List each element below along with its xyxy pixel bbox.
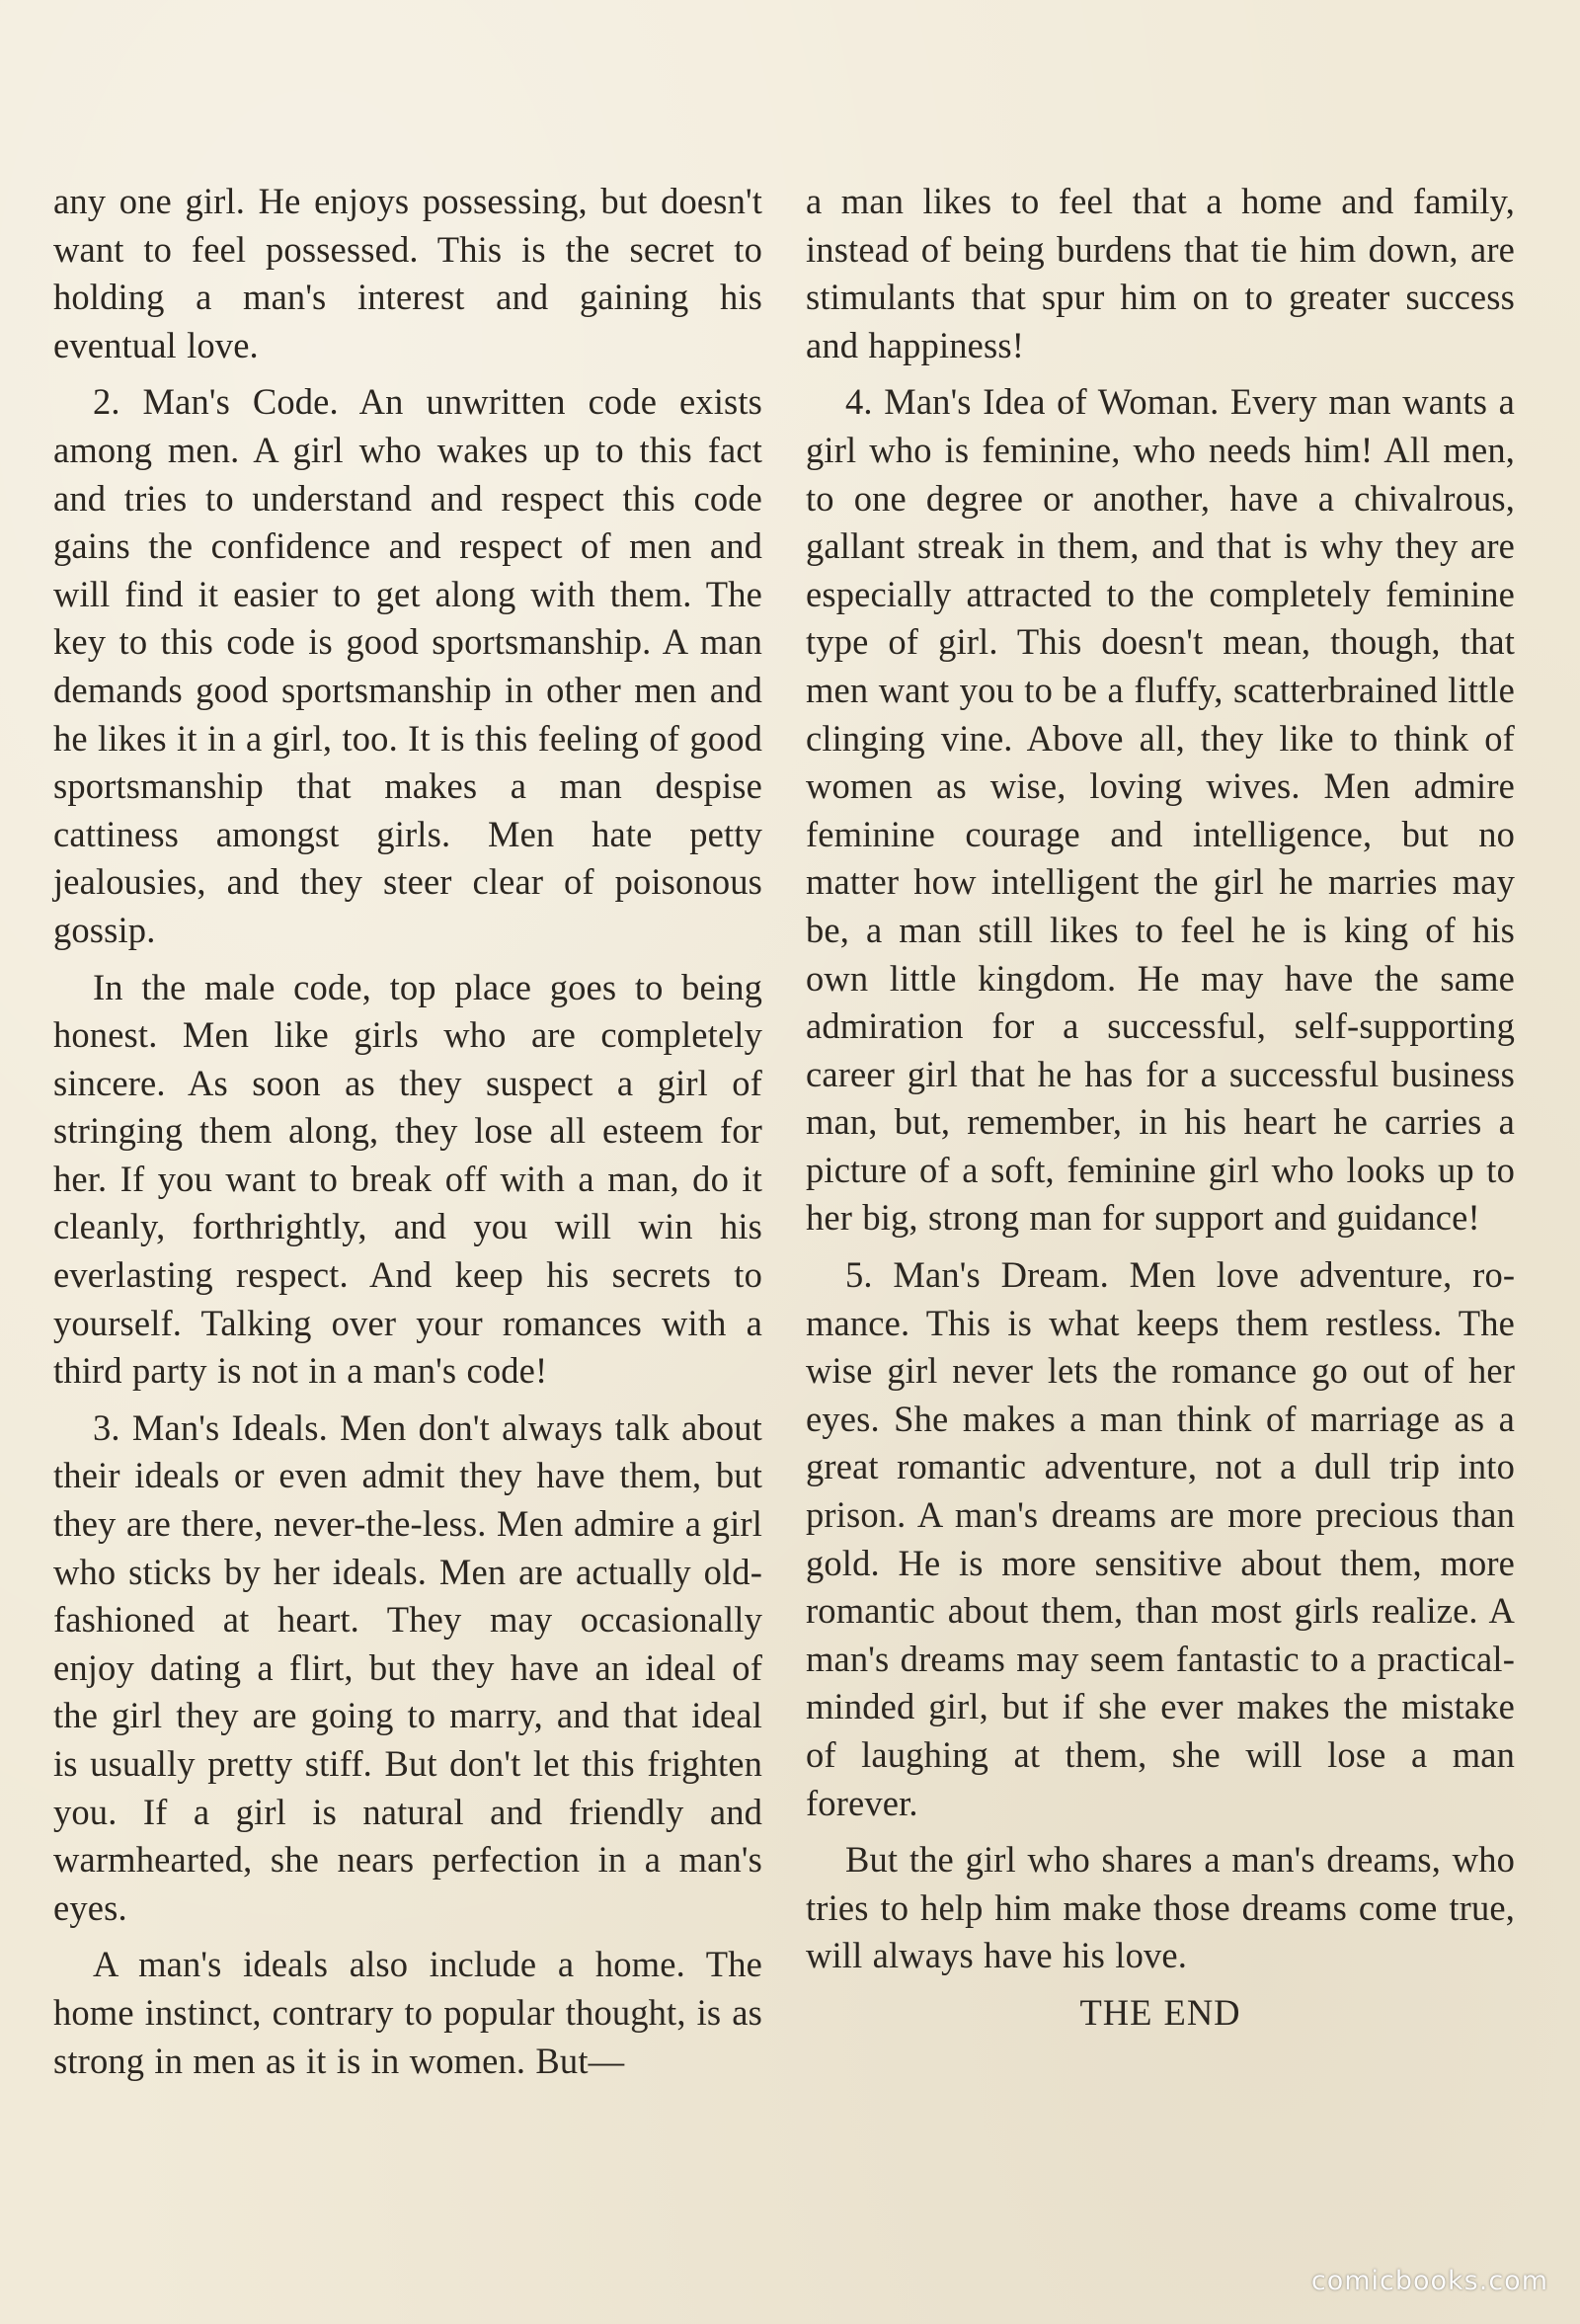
- paragraph: a man likes to feel that a home and family, instead of being burdens that tie him down, are stimulants that spur him on to greater success and happiness!: [806, 181, 1515, 365]
- section-heading: 4. Man's Idea of Woman.: [845, 381, 1220, 423]
- paragraph-mans-idea-of-woman: [806, 378, 1515, 1242]
- section-heading: 2. Man's Code.: [93, 381, 339, 423]
- paragraph: any one girl. He enjoys possessing, but doesn't want to feel possessed. This is the secret to holding a man's interest and gaining his eventual love.: [53, 181, 762, 365]
- paragraph-text: Men love adventure, romance. This is what keeps them restless. The wise girl never lets the romance go out of her eyes. She makes a man think of marriage as a great romantic adventure, not a dull trip into prison. A man's dreams are more precious than gold. He is more sensitive about them, more romantic about them, than most girls realize. A man's dreams may seem fantastic to a practical-minded girl, but if she ever makes the mistake of laughing at them, she will lose a man forever.: [806, 1254, 1515, 1823]
- paragraph-text: Men don't always talk about their ideals or even admit they have them, but they are there, never-the-less. Men admire a girl who sticks by her ideals. Men are actually old-fashioned at heart. They may occasionally enjoy dating a flirt, but they have an ideal of the girl they are going to marry, and that ideal is usually pretty stiff. But don't let this frighten you. If a girl is natural and friendly and warmhearted, she nears perfection in a man's eyes.: [53, 1406, 762, 1928]
- the-end-label: THE END: [1079, 1991, 1241, 2033]
- paragraph-mans-dream: [806, 1251, 1515, 1827]
- left-column: [53, 178, 762, 2212]
- paragraph-mans-ideals: [53, 1404, 762, 1933]
- right-column: [806, 178, 1515, 2212]
- paragraph: In the male code, top place goes to being honest. Men like girls who are completely sincere. As soon as they suspect a girl of stringing them along, they lose all esteem for her. If you want to break off with a man, do it cleanly, forthrightly, and you will win his everlasting respect. And keep his secrets to yourself. Talking over your romances with a third party is not in a man's code!: [53, 966, 762, 1392]
- section-heading: 5. Man's Dream.: [845, 1254, 1109, 1296]
- paragraph: A man's ideals also include a home. The home instinct, contrary to popular thought, is as strong in men as it is in women. But—: [53, 1944, 762, 2081]
- watermark: comicbooks.com: [1310, 2266, 1548, 2296]
- paragraph-mans-code: [53, 378, 762, 954]
- paragraph-text: Every man wants a girl who is feminine, who needs him! All men, to one degree or another, have a chivalrous, gallant streak in them, and that is why they are especially attracted to the completely feminine type of girl. This doesn't mean, though, that men want you to be a fluffy, scatterbrained little clinging vine. Above all, they like to think of women as wise, loving wives. Men admire feminine courage and intelligence, but no matter how intelligent the girl he marries may be, a man still likes to feel he is king of his own little kingdom. He may have the same admiration for a successful, self-supporting career girl that he has for a successful business man, but, remember, in his heart he carries a picture of a soft, feminine girl who looks up to her big, strong man for support and guidance!: [806, 381, 1515, 1239]
- section-heading: 3. Man's Ideals.: [93, 1406, 328, 1448]
- article-page: [53, 178, 1515, 2212]
- paragraph: But the girl who shares a man's dreams, who tries to help him make those dreams come true, will always have his love.: [806, 1839, 1515, 1976]
- paragraph-text: An unwritten code exists among men. A girl who wakes up to this fact and tries to understand and respect this code gains the confidence and respect of men and will find it easier to get along with them. The key to this code is good sportsmanship. A man demands good sportsmanship in other men and he likes it in a girl, too. It is this feeling of good sportsmanship that makes a man despise cattiness amongst girls. Men hate petty jealousies, and they steer clear of poisonous gossip.: [53, 381, 762, 950]
